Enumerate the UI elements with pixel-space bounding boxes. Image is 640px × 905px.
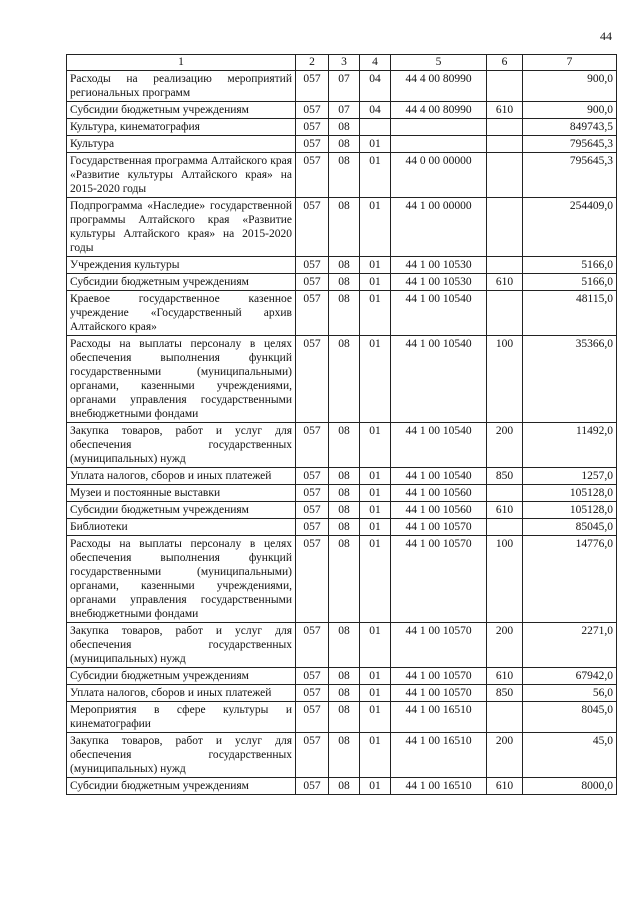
row-name-cell: Музеи и постоянные выставки	[67, 485, 296, 502]
section-code-cell: 08	[329, 468, 360, 485]
ministry-code-cell: 057	[296, 274, 329, 291]
row-name-cell: Мероприятия в сфере культуры и кинематографии	[67, 702, 296, 733]
row-name-cell: Расходы на выплаты персоналу в целях обеспечения выполнения функций государственными (муниципальными) органами, казенными учреждениями, органами управления государственными внебюджетными фондами	[67, 536, 296, 623]
expense-type-cell: 850	[487, 685, 523, 702]
expense-type-cell	[487, 291, 523, 336]
amount-cell: 56,0	[523, 685, 617, 702]
target-article-cell: 44 1 00 16510	[391, 702, 487, 733]
ministry-code-cell: 057	[296, 778, 329, 795]
expense-type-cell	[487, 71, 523, 102]
column-number: 5	[391, 55, 487, 71]
table-row	[67, 198, 617, 257]
subsection-code-cell: 01	[360, 778, 391, 795]
row-name-cell: Культура, кинематография	[67, 119, 296, 136]
expense-type-cell: 610	[487, 102, 523, 119]
section-code-cell: 08	[329, 291, 360, 336]
section-code-cell: 08	[329, 119, 360, 136]
page-number: 44	[600, 29, 612, 43]
table-row	[67, 685, 617, 702]
ministry-code-cell: 057	[296, 153, 329, 198]
target-article-cell: 44 1 00 10530	[391, 257, 487, 274]
subsection-code-cell: 01	[360, 468, 391, 485]
amount-cell: 85045,0	[523, 519, 617, 536]
target-article-cell: 44 1 00 10540	[391, 468, 487, 485]
subsection-code-cell: 01	[360, 702, 391, 733]
column-number: 7	[523, 55, 617, 71]
column-number-row	[67, 55, 617, 71]
section-code-cell: 08	[329, 336, 360, 423]
ministry-code-cell: 057	[296, 136, 329, 153]
ministry-code-cell: 057	[296, 685, 329, 702]
target-article-cell: 44 4 00 80990	[391, 71, 487, 102]
subsection-code-cell: 01	[360, 336, 391, 423]
ministry-code-cell: 057	[296, 536, 329, 623]
expense-type-cell: 200	[487, 623, 523, 668]
table-row	[67, 623, 617, 668]
row-name-cell: Культура	[67, 136, 296, 153]
subsection-code-cell: 01	[360, 198, 391, 257]
column-number: 4	[360, 55, 391, 71]
ministry-code-cell: 057	[296, 257, 329, 274]
table-row	[67, 423, 617, 468]
table-row	[67, 468, 617, 485]
section-code-cell: 08	[329, 685, 360, 702]
column-number: 1	[67, 55, 296, 71]
table-row	[67, 778, 617, 795]
amount-cell: 14776,0	[523, 536, 617, 623]
table-row	[67, 485, 617, 502]
subsection-code-cell	[360, 119, 391, 136]
section-code-cell: 08	[329, 485, 360, 502]
ministry-code-cell: 057	[296, 102, 329, 119]
ministry-code-cell: 057	[296, 336, 329, 423]
expense-type-cell: 610	[487, 274, 523, 291]
amount-cell: 900,0	[523, 102, 617, 119]
expense-type-cell	[487, 702, 523, 733]
amount-cell: 5166,0	[523, 274, 617, 291]
column-number: 3	[329, 55, 360, 71]
table-row	[67, 519, 617, 536]
section-code-cell: 08	[329, 519, 360, 536]
expense-type-cell	[487, 119, 523, 136]
budget-table	[66, 54, 617, 795]
target-article-cell: 44 1 00 10570	[391, 685, 487, 702]
row-name-cell: Субсидии бюджетным учреждениям	[67, 102, 296, 119]
amount-cell: 105128,0	[523, 502, 617, 519]
table-row	[67, 119, 617, 136]
section-code-cell: 07	[329, 71, 360, 102]
section-code-cell: 08	[329, 702, 360, 733]
row-name-cell: Уплата налогов, сборов и иных платежей	[67, 468, 296, 485]
column-number: 6	[487, 55, 523, 71]
section-code-cell: 08	[329, 198, 360, 257]
table-row	[67, 274, 617, 291]
target-article-cell: 44 1 00 10530	[391, 274, 487, 291]
amount-cell: 5166,0	[523, 257, 617, 274]
ministry-code-cell: 057	[296, 291, 329, 336]
section-code-cell: 08	[329, 257, 360, 274]
table-row	[67, 291, 617, 336]
amount-cell: 900,0	[523, 71, 617, 102]
subsection-code-cell: 01	[360, 423, 391, 468]
ministry-code-cell: 057	[296, 668, 329, 685]
table-row	[67, 336, 617, 423]
target-article-cell: 44 0 00 00000	[391, 153, 487, 198]
subsection-code-cell: 01	[360, 519, 391, 536]
section-code-cell: 08	[329, 136, 360, 153]
subsection-code-cell: 01	[360, 502, 391, 519]
subsection-code-cell: 01	[360, 291, 391, 336]
table-row	[67, 153, 617, 198]
row-name-cell: Краевое государственное казенное учреждение «Государственный архив Алтайского края»	[67, 291, 296, 336]
target-article-cell: 44 1 00 10570	[391, 519, 487, 536]
ministry-code-cell: 057	[296, 468, 329, 485]
amount-cell: 8045,0	[523, 702, 617, 733]
subsection-code-cell: 01	[360, 274, 391, 291]
row-name-cell: Расходы на реализацию мероприятий региональных программ	[67, 71, 296, 102]
table-row	[67, 71, 617, 102]
target-article-cell: 44 1 00 16510	[391, 778, 487, 795]
section-code-cell: 08	[329, 733, 360, 778]
expense-type-cell: 100	[487, 336, 523, 423]
amount-cell: 105128,0	[523, 485, 617, 502]
ministry-code-cell: 057	[296, 733, 329, 778]
subsection-code-cell: 01	[360, 623, 391, 668]
target-article-cell: 44 1 00 10560	[391, 485, 487, 502]
row-name-cell: Субсидии бюджетным учреждениям	[67, 274, 296, 291]
target-article-cell: 44 1 00 16510	[391, 733, 487, 778]
section-code-cell: 08	[329, 502, 360, 519]
amount-cell: 849743,5	[523, 119, 617, 136]
subsection-code-cell: 01	[360, 668, 391, 685]
target-article-cell: 44 1 00 00000	[391, 198, 487, 257]
expense-type-cell	[487, 198, 523, 257]
row-name-cell: Библиотеки	[67, 519, 296, 536]
expense-type-cell: 200	[487, 423, 523, 468]
expense-type-cell	[487, 136, 523, 153]
expense-type-cell: 100	[487, 536, 523, 623]
subsection-code-cell: 01	[360, 153, 391, 198]
row-name-cell: Подпрограмма «Наследие» государственной программы Алтайского края «Развитие культуры Алтайского края» на 2015-2020 годы	[67, 198, 296, 257]
row-name-cell: Учреждения культуры	[67, 257, 296, 274]
section-code-cell: 07	[329, 102, 360, 119]
ministry-code-cell: 057	[296, 519, 329, 536]
subsection-code-cell: 04	[360, 71, 391, 102]
expense-type-cell	[487, 519, 523, 536]
amount-cell: 67942,0	[523, 668, 617, 685]
row-name-cell: Закупка товаров, работ и услуг для обеспечения государственных (муниципальных) нужд	[67, 733, 296, 778]
amount-cell: 2271,0	[523, 623, 617, 668]
subsection-code-cell: 01	[360, 685, 391, 702]
expense-type-cell: 610	[487, 502, 523, 519]
ministry-code-cell: 057	[296, 71, 329, 102]
row-name-cell: Государственная программа Алтайского края «Развитие культуры Алтайского края» на 2015-2020 годы	[67, 153, 296, 198]
table-row	[67, 257, 617, 274]
row-name-cell: Расходы на выплаты персоналу в целях обеспечения выполнения функций государственными (муниципальными) органами, казенными учреждениями, органами управления государственными внебюджетными фондами	[67, 336, 296, 423]
section-code-cell: 08	[329, 274, 360, 291]
table-row	[67, 733, 617, 778]
row-name-cell: Субсидии бюджетным учреждениям	[67, 502, 296, 519]
target-article-cell: 44 1 00 10560	[391, 502, 487, 519]
ministry-code-cell: 057	[296, 423, 329, 468]
subsection-code-cell: 04	[360, 102, 391, 119]
row-name-cell: Уплата налогов, сборов и иных платежей	[67, 685, 296, 702]
section-code-cell: 08	[329, 668, 360, 685]
section-code-cell: 08	[329, 153, 360, 198]
target-article-cell: 44 1 00 10540	[391, 423, 487, 468]
amount-cell: 1257,0	[523, 468, 617, 485]
expense-type-cell	[487, 485, 523, 502]
table-row	[67, 668, 617, 685]
expense-type-cell: 610	[487, 778, 523, 795]
amount-cell: 45,0	[523, 733, 617, 778]
amount-cell: 35366,0	[523, 336, 617, 423]
subsection-code-cell: 01	[360, 536, 391, 623]
target-article-cell: 44 1 00 10570	[391, 536, 487, 623]
amount-cell: 11492,0	[523, 423, 617, 468]
amount-cell: 254409,0	[523, 198, 617, 257]
target-article-cell	[391, 119, 487, 136]
table-row	[67, 502, 617, 519]
subsection-code-cell: 01	[360, 136, 391, 153]
expense-type-cell	[487, 153, 523, 198]
ministry-code-cell: 057	[296, 623, 329, 668]
table-row	[67, 102, 617, 119]
target-article-cell: 44 1 00 10540	[391, 336, 487, 423]
amount-cell: 8000,0	[523, 778, 617, 795]
table-row	[67, 702, 617, 733]
subsection-code-cell: 01	[360, 733, 391, 778]
amount-cell: 48115,0	[523, 291, 617, 336]
section-code-cell: 08	[329, 778, 360, 795]
row-name-cell: Субсидии бюджетным учреждениям	[67, 778, 296, 795]
section-code-cell: 08	[329, 536, 360, 623]
expense-type-cell	[487, 257, 523, 274]
row-name-cell: Закупка товаров, работ и услуг для обеспечения государственных (муниципальных) нужд	[67, 423, 296, 468]
ministry-code-cell: 057	[296, 502, 329, 519]
subsection-code-cell: 01	[360, 257, 391, 274]
amount-cell: 795645,3	[523, 153, 617, 198]
section-code-cell: 08	[329, 623, 360, 668]
ministry-code-cell: 057	[296, 119, 329, 136]
row-name-cell: Субсидии бюджетным учреждениям	[67, 668, 296, 685]
column-number: 2	[296, 55, 329, 71]
target-article-cell	[391, 136, 487, 153]
row-name-cell: Закупка товаров, работ и услуг для обеспечения государственных (муниципальных) нужд	[67, 623, 296, 668]
target-article-cell: 44 4 00 80990	[391, 102, 487, 119]
section-code-cell: 08	[329, 423, 360, 468]
target-article-cell: 44 1 00 10570	[391, 623, 487, 668]
amount-cell: 795645,3	[523, 136, 617, 153]
target-article-cell: 44 1 00 10570	[391, 668, 487, 685]
expense-type-cell: 850	[487, 468, 523, 485]
table-row	[67, 136, 617, 153]
target-article-cell: 44 1 00 10540	[391, 291, 487, 336]
expense-type-cell: 200	[487, 733, 523, 778]
ministry-code-cell: 057	[296, 485, 329, 502]
subsection-code-cell: 01	[360, 485, 391, 502]
ministry-code-cell: 057	[296, 198, 329, 257]
ministry-code-cell: 057	[296, 702, 329, 733]
expense-type-cell: 610	[487, 668, 523, 685]
table-row	[67, 536, 617, 623]
